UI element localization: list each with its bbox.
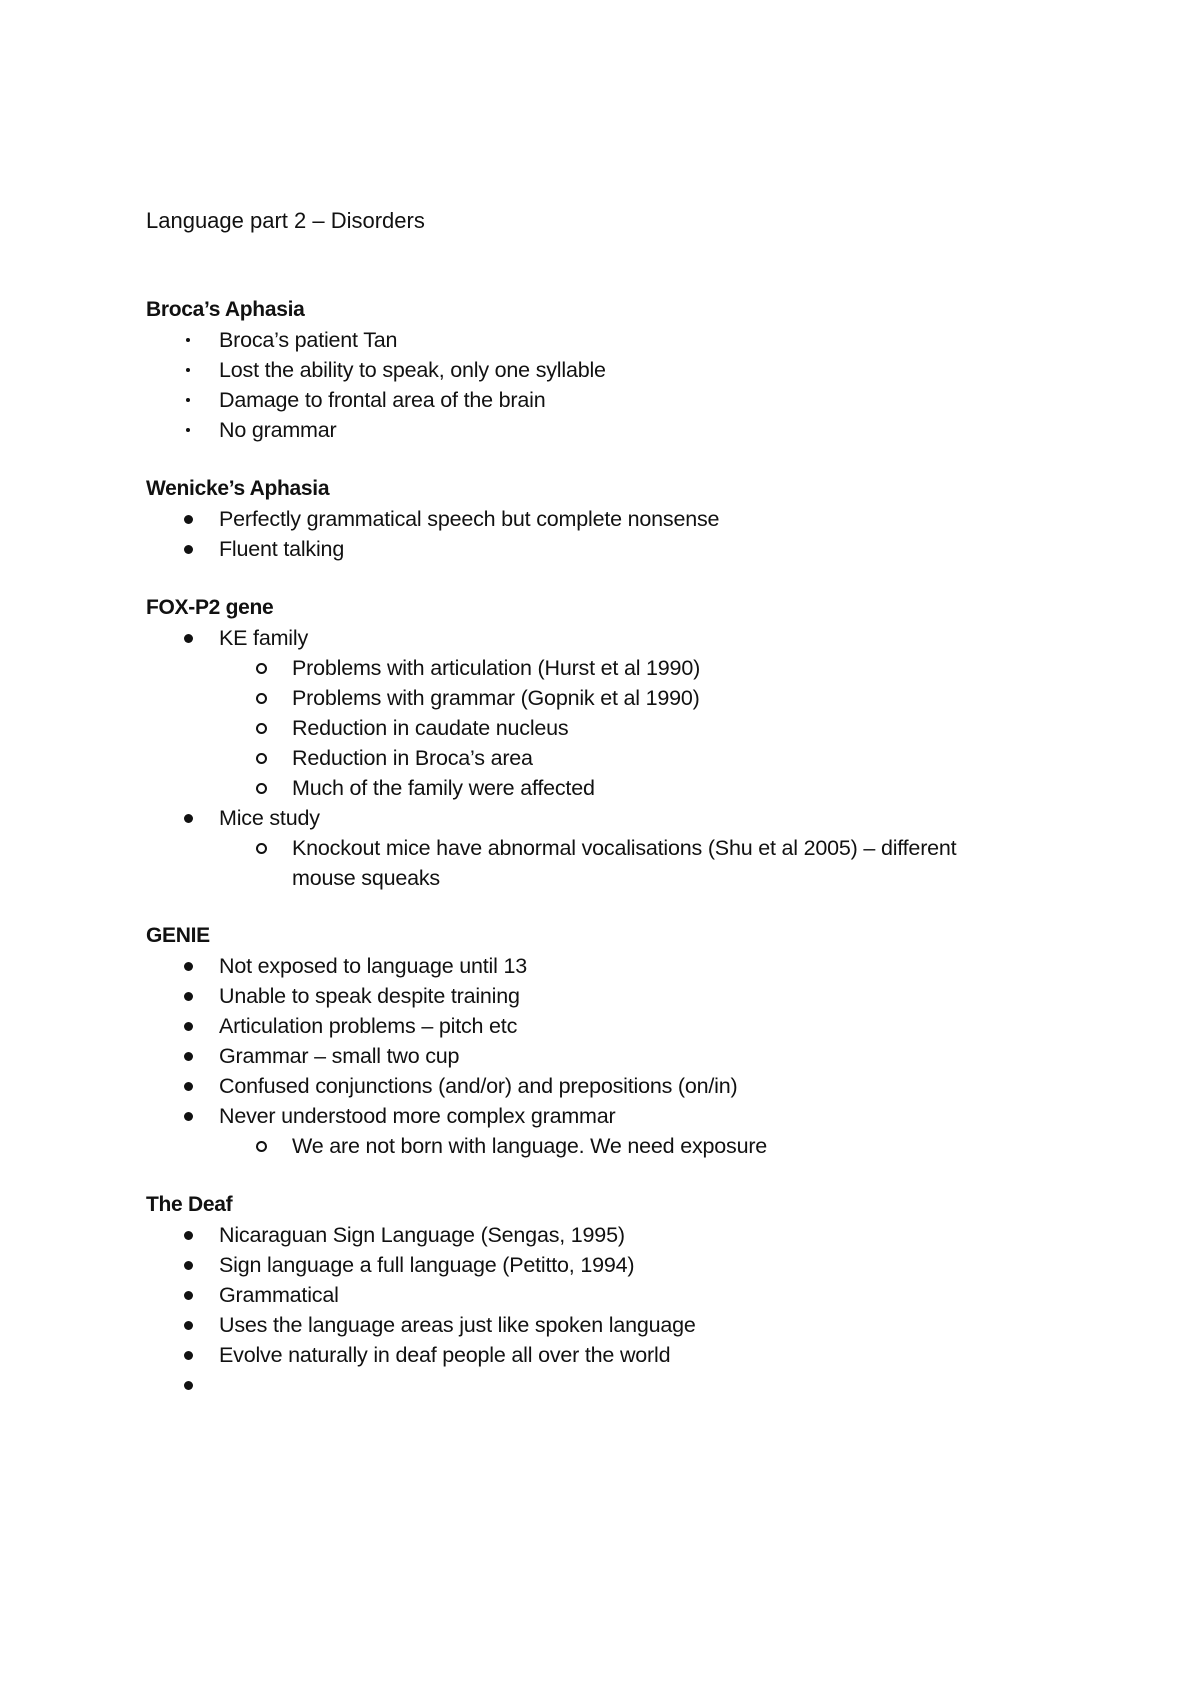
section-heading: Broca’s Aphasia bbox=[146, 298, 305, 321]
list-item bbox=[146, 415, 1046, 445]
bullet-icon bbox=[181, 803, 195, 833]
bullet-icon bbox=[181, 1071, 195, 1101]
list-item bbox=[146, 623, 1046, 653]
list-item bbox=[146, 355, 1046, 385]
section-foxp2-gene bbox=[146, 593, 1046, 893]
section-brocas-aphasia bbox=[146, 295, 1046, 445]
list-item bbox=[146, 1340, 1046, 1370]
list-item bbox=[146, 1310, 1046, 1340]
hollow-bullet-icon bbox=[254, 1131, 268, 1161]
list-item bbox=[146, 981, 1046, 1011]
list-item-text: KE family bbox=[219, 626, 308, 650]
list-item-empty bbox=[146, 1370, 1046, 1400]
bullet-icon bbox=[181, 355, 195, 385]
sub-list-item-text: Much of the family were affected bbox=[292, 776, 595, 800]
sub-list-item-text: Reduction in Broca’s area bbox=[292, 746, 533, 770]
hollow-bullet-icon bbox=[254, 773, 268, 803]
list-item bbox=[146, 1250, 1046, 1280]
bullet-icon bbox=[181, 951, 195, 981]
bullet-icon bbox=[181, 1220, 195, 1250]
section-heading: Wenicke’s Aphasia bbox=[146, 477, 330, 500]
list-item bbox=[146, 504, 1046, 534]
bullet-icon bbox=[181, 1340, 195, 1370]
bullet-icon bbox=[181, 385, 195, 415]
section-wenickes-aphasia bbox=[146, 474, 1046, 564]
sub-list-item bbox=[146, 683, 1046, 713]
list-item-text: Nicaraguan Sign Language (Sengas, 1995) bbox=[219, 1223, 625, 1247]
bullet-icon bbox=[181, 415, 195, 445]
list-item-text: Articulation problems – pitch etc bbox=[219, 1014, 518, 1038]
list-item-text: Uses the language areas just like spoken language bbox=[219, 1313, 696, 1337]
bullet-icon bbox=[181, 504, 195, 534]
list-item-text: Broca’s patient Tan bbox=[219, 328, 398, 352]
list-item bbox=[146, 1280, 1046, 1310]
section-heading: FOX-P2 gene bbox=[146, 596, 274, 619]
list-item-text: Never understood more complex grammar bbox=[219, 1104, 616, 1128]
hollow-bullet-icon bbox=[254, 683, 268, 713]
list-item bbox=[146, 1071, 1046, 1101]
bullet-icon bbox=[181, 534, 195, 564]
sub-list-item bbox=[146, 1131, 1046, 1161]
section-heading: The Deaf bbox=[146, 1193, 233, 1216]
list-item-text: Damage to frontal area of the brain bbox=[219, 388, 546, 412]
bullet-icon bbox=[181, 1101, 195, 1131]
sub-list-item bbox=[146, 773, 1046, 803]
list-item bbox=[146, 1041, 1046, 1071]
list-item-text: Lost the ability to speak, only one syllable bbox=[219, 358, 606, 382]
list-item-text: Not exposed to language until 13 bbox=[219, 954, 527, 978]
list-item-text: Sign language a full language (Petitto, 1994) bbox=[219, 1253, 635, 1277]
list-item-text: Grammar – small two cup bbox=[219, 1044, 460, 1068]
list-item bbox=[146, 803, 1046, 833]
document-title: Language part 2 – Disorders bbox=[146, 208, 425, 233]
section-heading: GENIE bbox=[146, 924, 210, 947]
list-item bbox=[146, 534, 1046, 564]
list-item-text: Unable to speak despite training bbox=[219, 984, 520, 1008]
list-item bbox=[146, 385, 1046, 415]
bullet-icon bbox=[181, 1370, 195, 1400]
section-the-deaf bbox=[146, 1190, 1046, 1400]
list-item-text: Mice study bbox=[219, 806, 320, 830]
list-item bbox=[146, 325, 1046, 355]
sub-list-item-text: Problems with grammar (Gopnik et al 1990) bbox=[292, 686, 700, 710]
list-item-text: Grammatical bbox=[219, 1283, 339, 1307]
bullet-icon bbox=[181, 1280, 195, 1310]
sub-list-item-text: We are not born with language. We need exposure bbox=[292, 1134, 768, 1158]
sub-list-item bbox=[146, 713, 1046, 743]
sub-list-item-text: Reduction in caudate nucleus bbox=[292, 716, 569, 740]
sub-list-item bbox=[146, 653, 1046, 683]
hollow-bullet-icon bbox=[254, 713, 268, 743]
hollow-bullet-icon bbox=[254, 833, 268, 863]
sub-list-item bbox=[146, 743, 1046, 773]
list-item-text: Fluent talking bbox=[219, 537, 345, 561]
hollow-bullet-icon bbox=[254, 743, 268, 773]
section-genie bbox=[146, 921, 1046, 1161]
list-item bbox=[146, 1101, 1046, 1131]
bullet-icon bbox=[181, 325, 195, 355]
list-item-text: No grammar bbox=[219, 418, 337, 442]
bullet-icon bbox=[181, 1250, 195, 1280]
bullet-icon bbox=[181, 1011, 195, 1041]
bullet-icon bbox=[181, 1310, 195, 1340]
list-item-text: Confused conjunctions (and/or) and prepositions (on/in) bbox=[219, 1074, 738, 1098]
list-item bbox=[146, 951, 1046, 981]
list-item bbox=[146, 1220, 1046, 1250]
list-item-text: Perfectly grammatical speech but complete nonsense bbox=[219, 507, 720, 531]
sub-list-item-text: Problems with articulation (Hurst et al 1990) bbox=[292, 656, 701, 680]
list-item bbox=[146, 1011, 1046, 1041]
bullet-icon bbox=[181, 981, 195, 1011]
list-item-text: Evolve naturally in deaf people all over the world bbox=[219, 1343, 671, 1367]
hollow-bullet-icon bbox=[254, 653, 268, 683]
sub-list-item-text: Knockout mice have abnormal vocalisations (Shu et al 2005) – different mouse squeaks bbox=[292, 836, 957, 890]
sub-list-item bbox=[146, 833, 1046, 893]
bullet-icon bbox=[181, 623, 195, 653]
bullet-icon bbox=[181, 1041, 195, 1071]
